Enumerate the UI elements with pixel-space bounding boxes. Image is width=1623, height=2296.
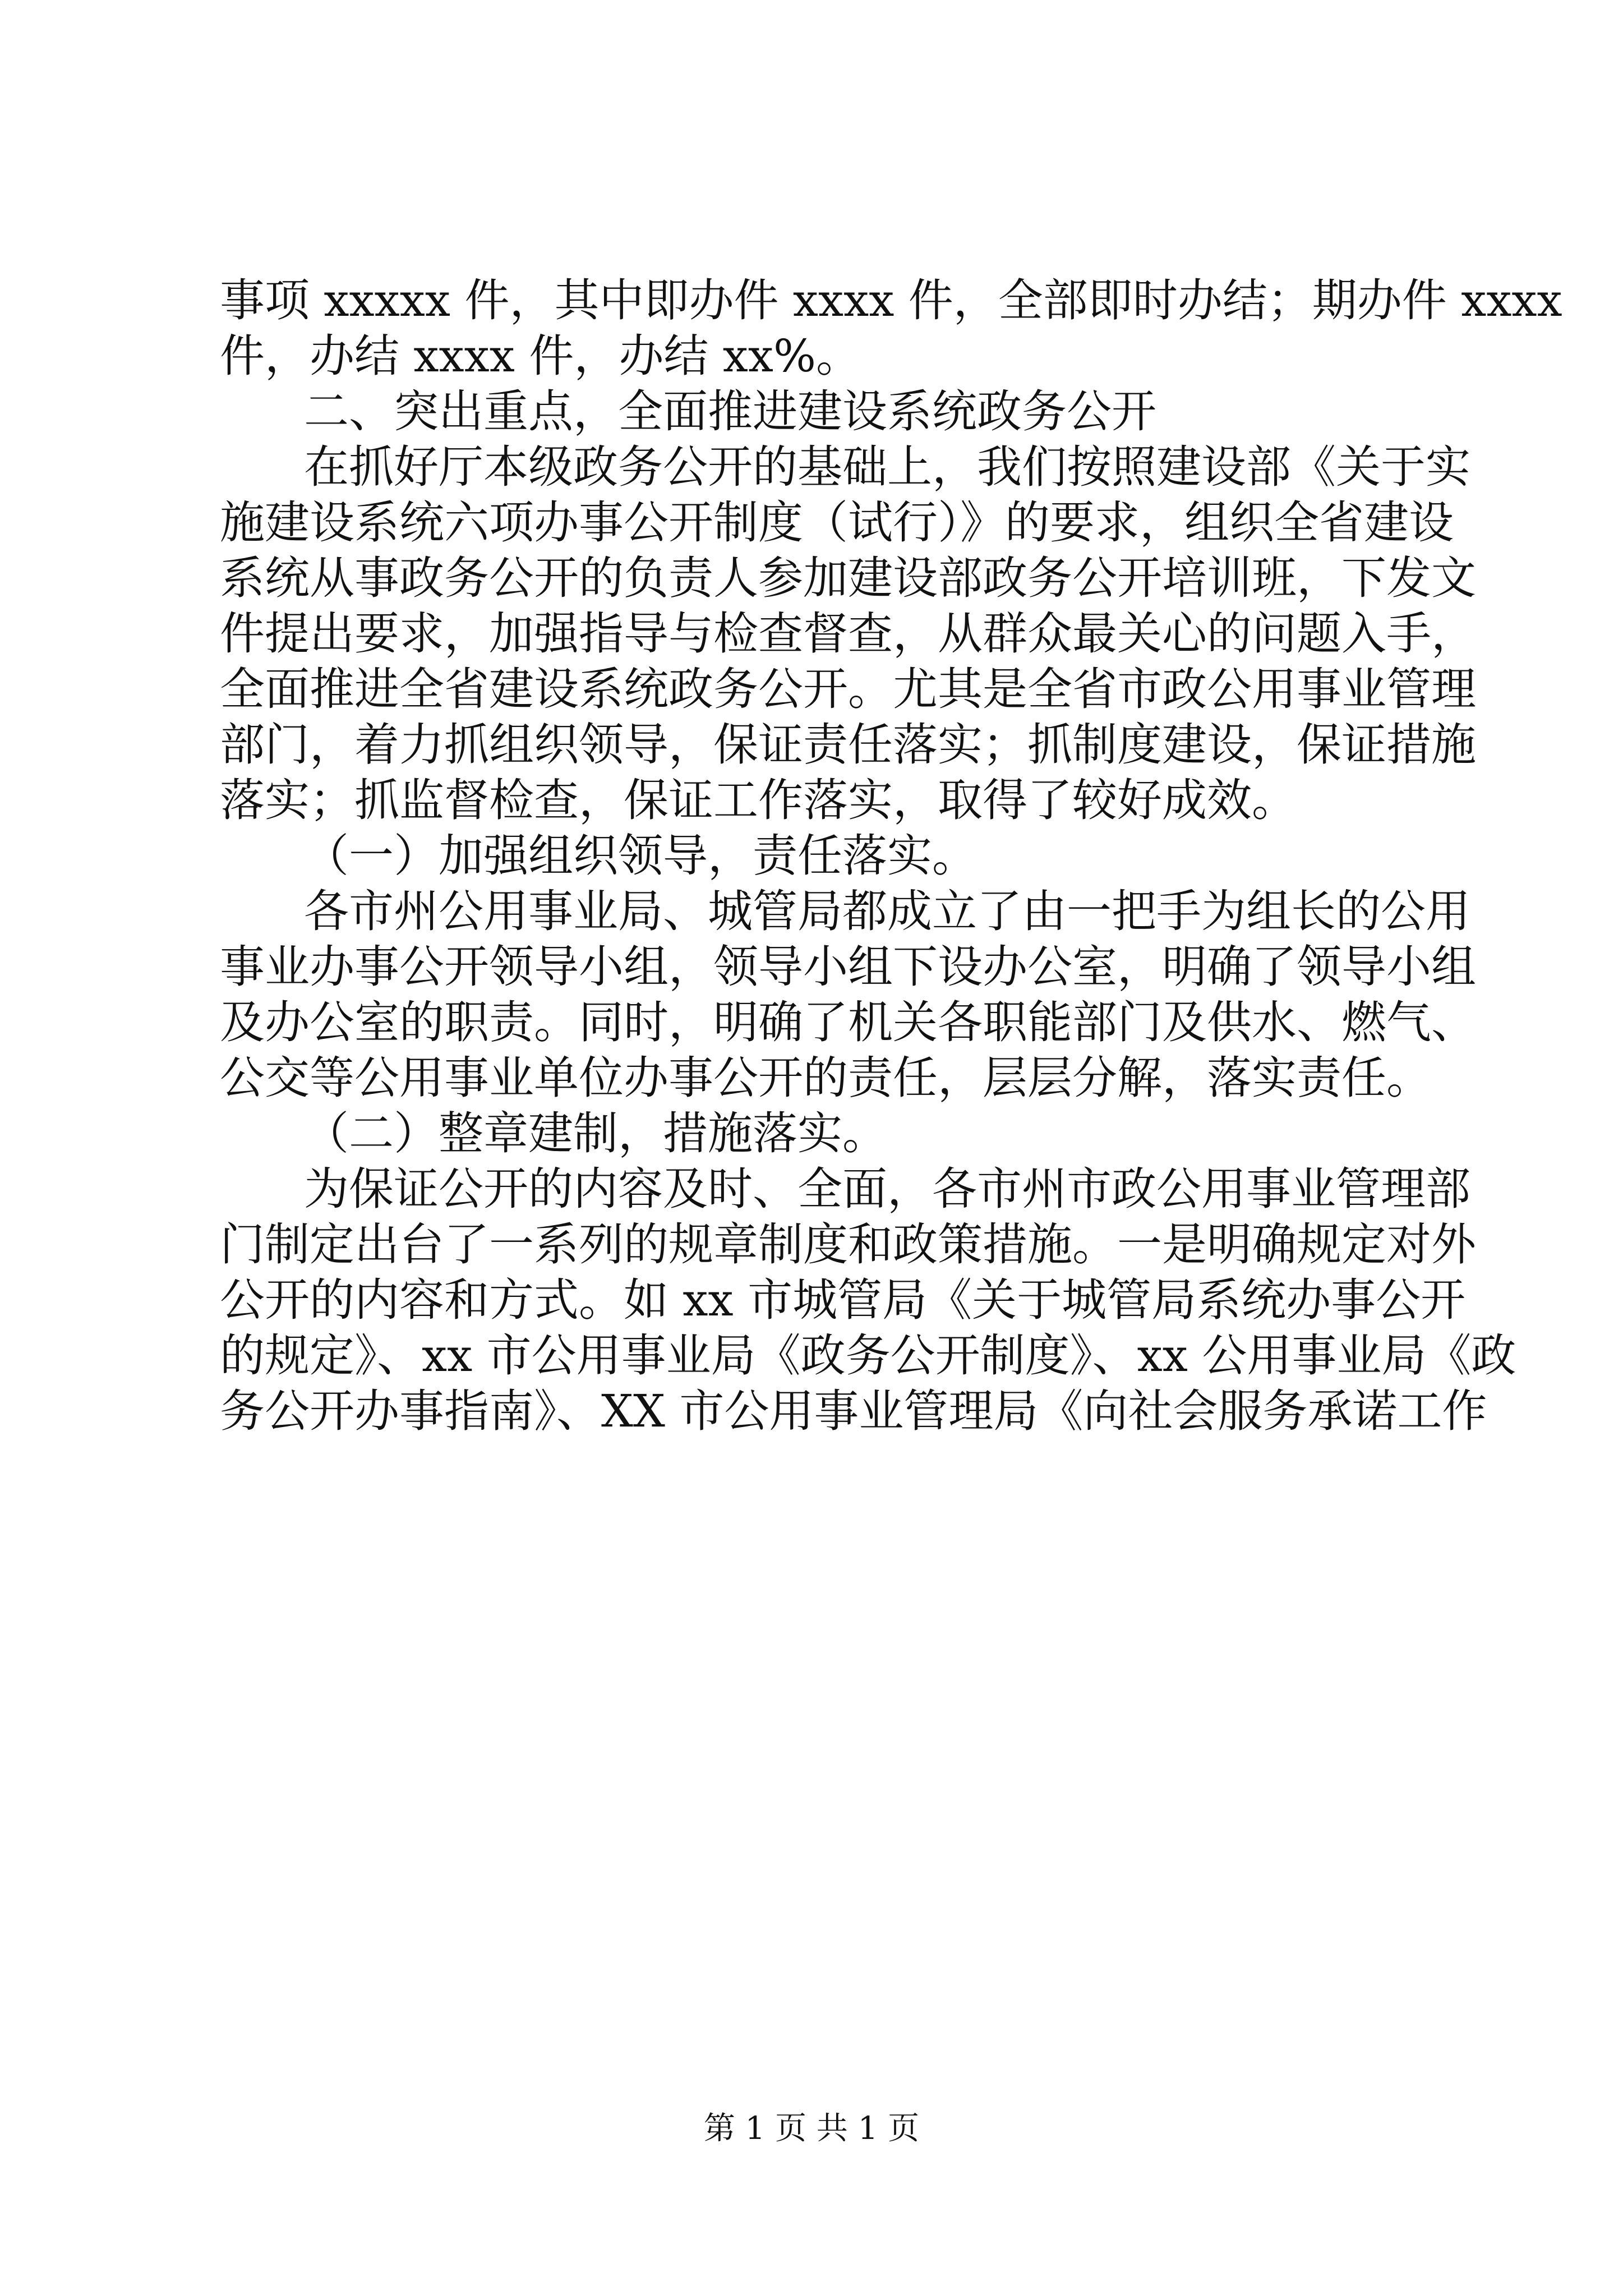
text-line: 事项 xxxxx 件，其中即办件 xxxx 件，全部即时办结；期办件 xxxx (220, 274, 1562, 326)
document-body (220, 273, 1562, 1439)
text-line: 及办公室的职责。同时，明确了机关各职能部门及供水、燃气、 (220, 996, 1476, 1048)
section-heading: 二、突出重点，全面推进建设系统政务公开 (304, 385, 1156, 438)
text-line: 公开的内容和方式。如 xx 市城管局《关于城管局系统办事公开 (220, 1274, 1466, 1326)
text-line: 为保证公开的内容及时、全面，各市州市政公用事业管理部 (304, 1163, 1470, 1215)
text-line: 务公开办事指南》、XX 市公用事业管理局《向社会服务承诺工作 (220, 1385, 1487, 1437)
subsection-heading: （二）整章建制，措施落实。 (304, 1107, 887, 1159)
subsection-heading: （一）加强组织领导，责任落实。 (304, 830, 977, 882)
text-line: 部门，着力抓组织领导，保证责任落实；抓制度建设，保证措施 (220, 719, 1476, 771)
text-line: 事业办事公开领导小组，领导小组下设办公室，明确了领导小组 (220, 941, 1476, 993)
page-number-footer: 第 1 页 共 1 页 (703, 2110, 920, 2147)
text-line: 的规定》、xx 市公用事业局《政务公开制度》、xx 公用事业局《政 (220, 1329, 1516, 1382)
text-line: 公交等公用事业单位办事公开的责任，层层分解，落实责任。 (220, 1052, 1431, 1104)
text-line: 全面推进全省建设系统政务公开。尤其是全省市政公用事业管理 (220, 663, 1476, 715)
text-line: 各市州公用事业局、城管局都成立了由一把手为组长的公用 (304, 885, 1470, 937)
text-line: 落实；抓监督检查，保证工作落实，取得了较好成效。 (220, 774, 1297, 826)
text-line: 施建设系统六项办事公开制度（试行）》的要求，组织全省建设 (220, 496, 1454, 549)
text-line: 系统从事政务公开的负责人参加建设部政务公开培训班，下发文 (220, 552, 1476, 604)
text-line: 在抓好厅本级政务公开的基础上，我们按照建设部《关于实 (304, 441, 1470, 493)
text-line: 门制定出台了一系列的规章制度和政策措施。一是明确规定对外 (220, 1218, 1476, 1271)
text-line: 件提出要求，加强指导与检查督查，从群众最关心的问题入手， (220, 608, 1476, 660)
text-line: 件，办结 xxxx 件，办结 xx%。 (220, 330, 861, 382)
